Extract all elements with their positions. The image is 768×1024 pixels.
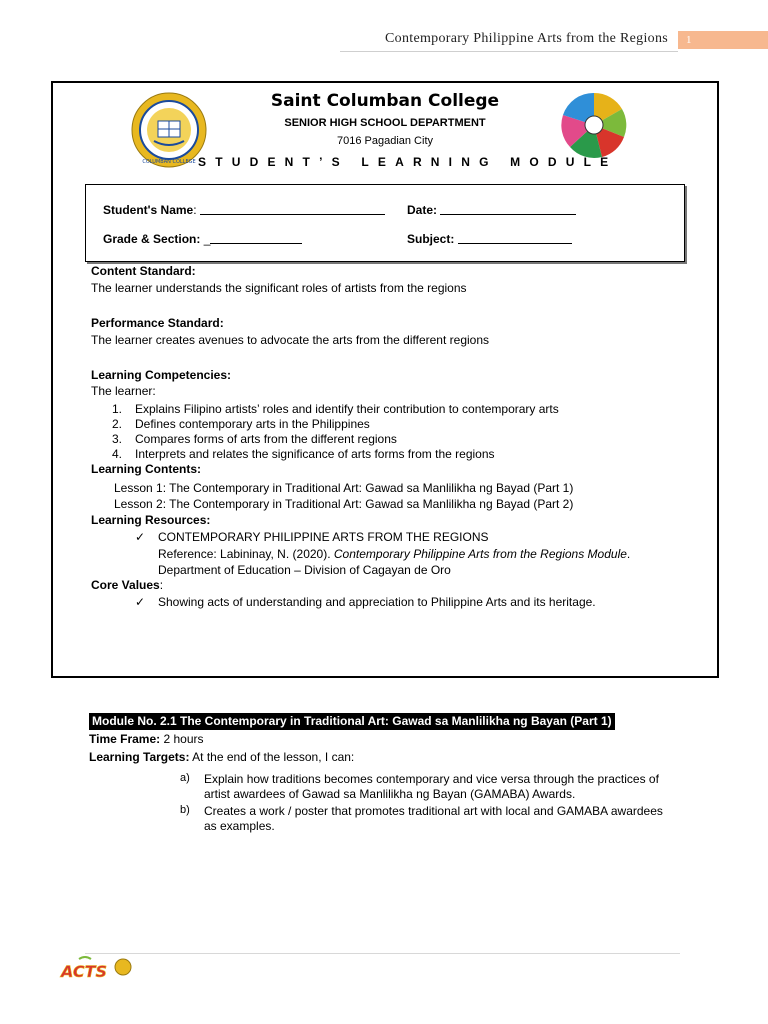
student-name-label: Student's Name — [103, 203, 194, 217]
header-divider — [340, 51, 678, 52]
target-line1: Creates a work / poster that promotes traditional art with local and GAMABA awardees — [204, 804, 663, 818]
competency-text: Defines contemporary arts in the Philippines — [135, 417, 370, 431]
performance-standard-text: The learner creates avenues to advocate the arts from the different regions — [91, 333, 490, 347]
time-frame-value: 2 hours — [160, 732, 204, 746]
competency-text: Interprets and relates the significance of arts forms from the regions — [135, 447, 495, 461]
competency-number: 4. — [112, 447, 123, 461]
learning-contents-heading: Learning Contents: — [91, 462, 201, 476]
college-seal-logo — [130, 91, 208, 169]
lesson-item: Lesson 1: The Contemporary in Traditional Art: Gawad sa Manlilikha ng Bayad (Part 1) — [114, 481, 574, 495]
grade-section-line[interactable] — [210, 243, 302, 244]
checkmark-icon: ✓ — [135, 595, 146, 609]
college-name: Saint Columban College — [270, 91, 500, 111]
target-letter: b) — [180, 804, 190, 816]
core-value-text: Showing acts of understanding and appreciation to Philippine Arts and its heritage. — [158, 595, 596, 609]
target-line2: as examples. — [204, 819, 275, 833]
lesson-item: Lesson 2: The Contemporary in Traditional Art: Gawad sa Manlilikha ng Bayad (Part 2) — [114, 497, 574, 511]
module-title-bar: Module No. 2.1 The Contemporary in Traditional Art: Gawad sa Manlilikha ng Bayan (Part 1) — [89, 713, 615, 730]
deped-colorful-logo — [554, 91, 634, 159]
grade-section-prefix: _ — [203, 232, 211, 246]
student-info-box — [85, 184, 685, 262]
page-header-title: Contemporary Philippine Arts from the Regions — [385, 31, 668, 46]
core-value-item — [135, 595, 596, 609]
date-label: Date: — [407, 203, 438, 217]
competency-item — [112, 402, 559, 416]
seal-text: COLUMBAN COLLEGE — [142, 159, 196, 165]
department-name: SENIOR HIGH SCHOOL DEPARTMENT — [284, 117, 486, 129]
footer-divider — [85, 953, 680, 954]
date-line[interactable] — [440, 214, 576, 215]
resource-item — [135, 530, 489, 544]
competency-number: 1. — [112, 402, 123, 416]
learning-target-item — [180, 804, 680, 834]
target-line1: Explain how traditions becomes contemporary and vice versa through the practices of — [204, 772, 659, 786]
grade-section-field[interactable] — [103, 232, 302, 246]
learning-resources-heading: Learning Resources: — [91, 513, 211, 527]
reference-prefix: Reference: Labininay, N. (2020). — [158, 547, 334, 561]
content-standard-heading: Content Standard: — [91, 264, 196, 278]
core-values-colon: : — [159, 578, 164, 592]
subject-label: Subject: — [407, 232, 455, 246]
learning-competencies-intro: The learner: — [91, 384, 156, 398]
reference-title: Contemporary Philippine Arts from the Regions Module — [333, 547, 627, 561]
performance-standard-heading: Performance Standard: — [91, 316, 224, 330]
subject-field[interactable] — [407, 232, 572, 246]
resource-reference-line2: Department of Education – Division of Cagayan de Oro — [158, 563, 451, 577]
target-letter: a) — [180, 772, 190, 784]
learning-targets-label: Learning Targets: — [89, 750, 190, 764]
learning-competencies-heading: Learning Competencies: — [91, 368, 232, 382]
module-heading: STUDENT’S LEARNING MODULE — [198, 155, 618, 169]
learning-targets-intro: At the end of the lesson, I can: — [189, 750, 355, 764]
page-number-badge: 1 — [678, 31, 768, 49]
acts-logo-text: ACTS — [61, 962, 108, 981]
core-values-heading: Core Values — [91, 578, 160, 592]
competency-item — [112, 447, 495, 461]
date-field[interactable] — [407, 203, 576, 217]
competency-text: Compares forms of arts from the different regions — [135, 432, 397, 446]
core-values-heading-row — [91, 578, 163, 592]
school-city: 7016 Pagadian City — [336, 135, 433, 147]
time-frame-label: Time Frame: — [89, 732, 161, 746]
subject-line[interactable] — [458, 243, 572, 244]
checkmark-icon: ✓ — [135, 530, 146, 544]
student-name-line[interactable] — [200, 214, 385, 215]
learning-targets-row — [89, 750, 354, 764]
competency-text: Explains Filipino artists’ roles and identify their contribution to contemporary arts — [135, 402, 559, 416]
reference-suffix: . — [626, 547, 631, 561]
resource-text: CONTEMPORARY PHILIPPINE ARTS FROM THE REGIONS — [158, 530, 489, 544]
learning-target-item — [180, 772, 680, 802]
content-standard-text: The learner understands the significant roles of artists from the regions — [91, 281, 467, 295]
time-frame-row — [89, 732, 204, 746]
acts-logo — [57, 955, 133, 983]
target-line2: artist awardees of Gawad sa Manlilikha ng Bayan (GAMABA) Awards. — [204, 787, 576, 801]
student-name-field[interactable]: Student's Name: — [103, 203, 385, 217]
competency-item — [112, 417, 370, 431]
competency-item — [112, 432, 397, 446]
grade-section-label: Grade & Section: — [103, 232, 201, 246]
competency-number: 3. — [112, 432, 123, 446]
resource-reference — [158, 547, 630, 561]
competency-number: 2. — [112, 417, 123, 431]
